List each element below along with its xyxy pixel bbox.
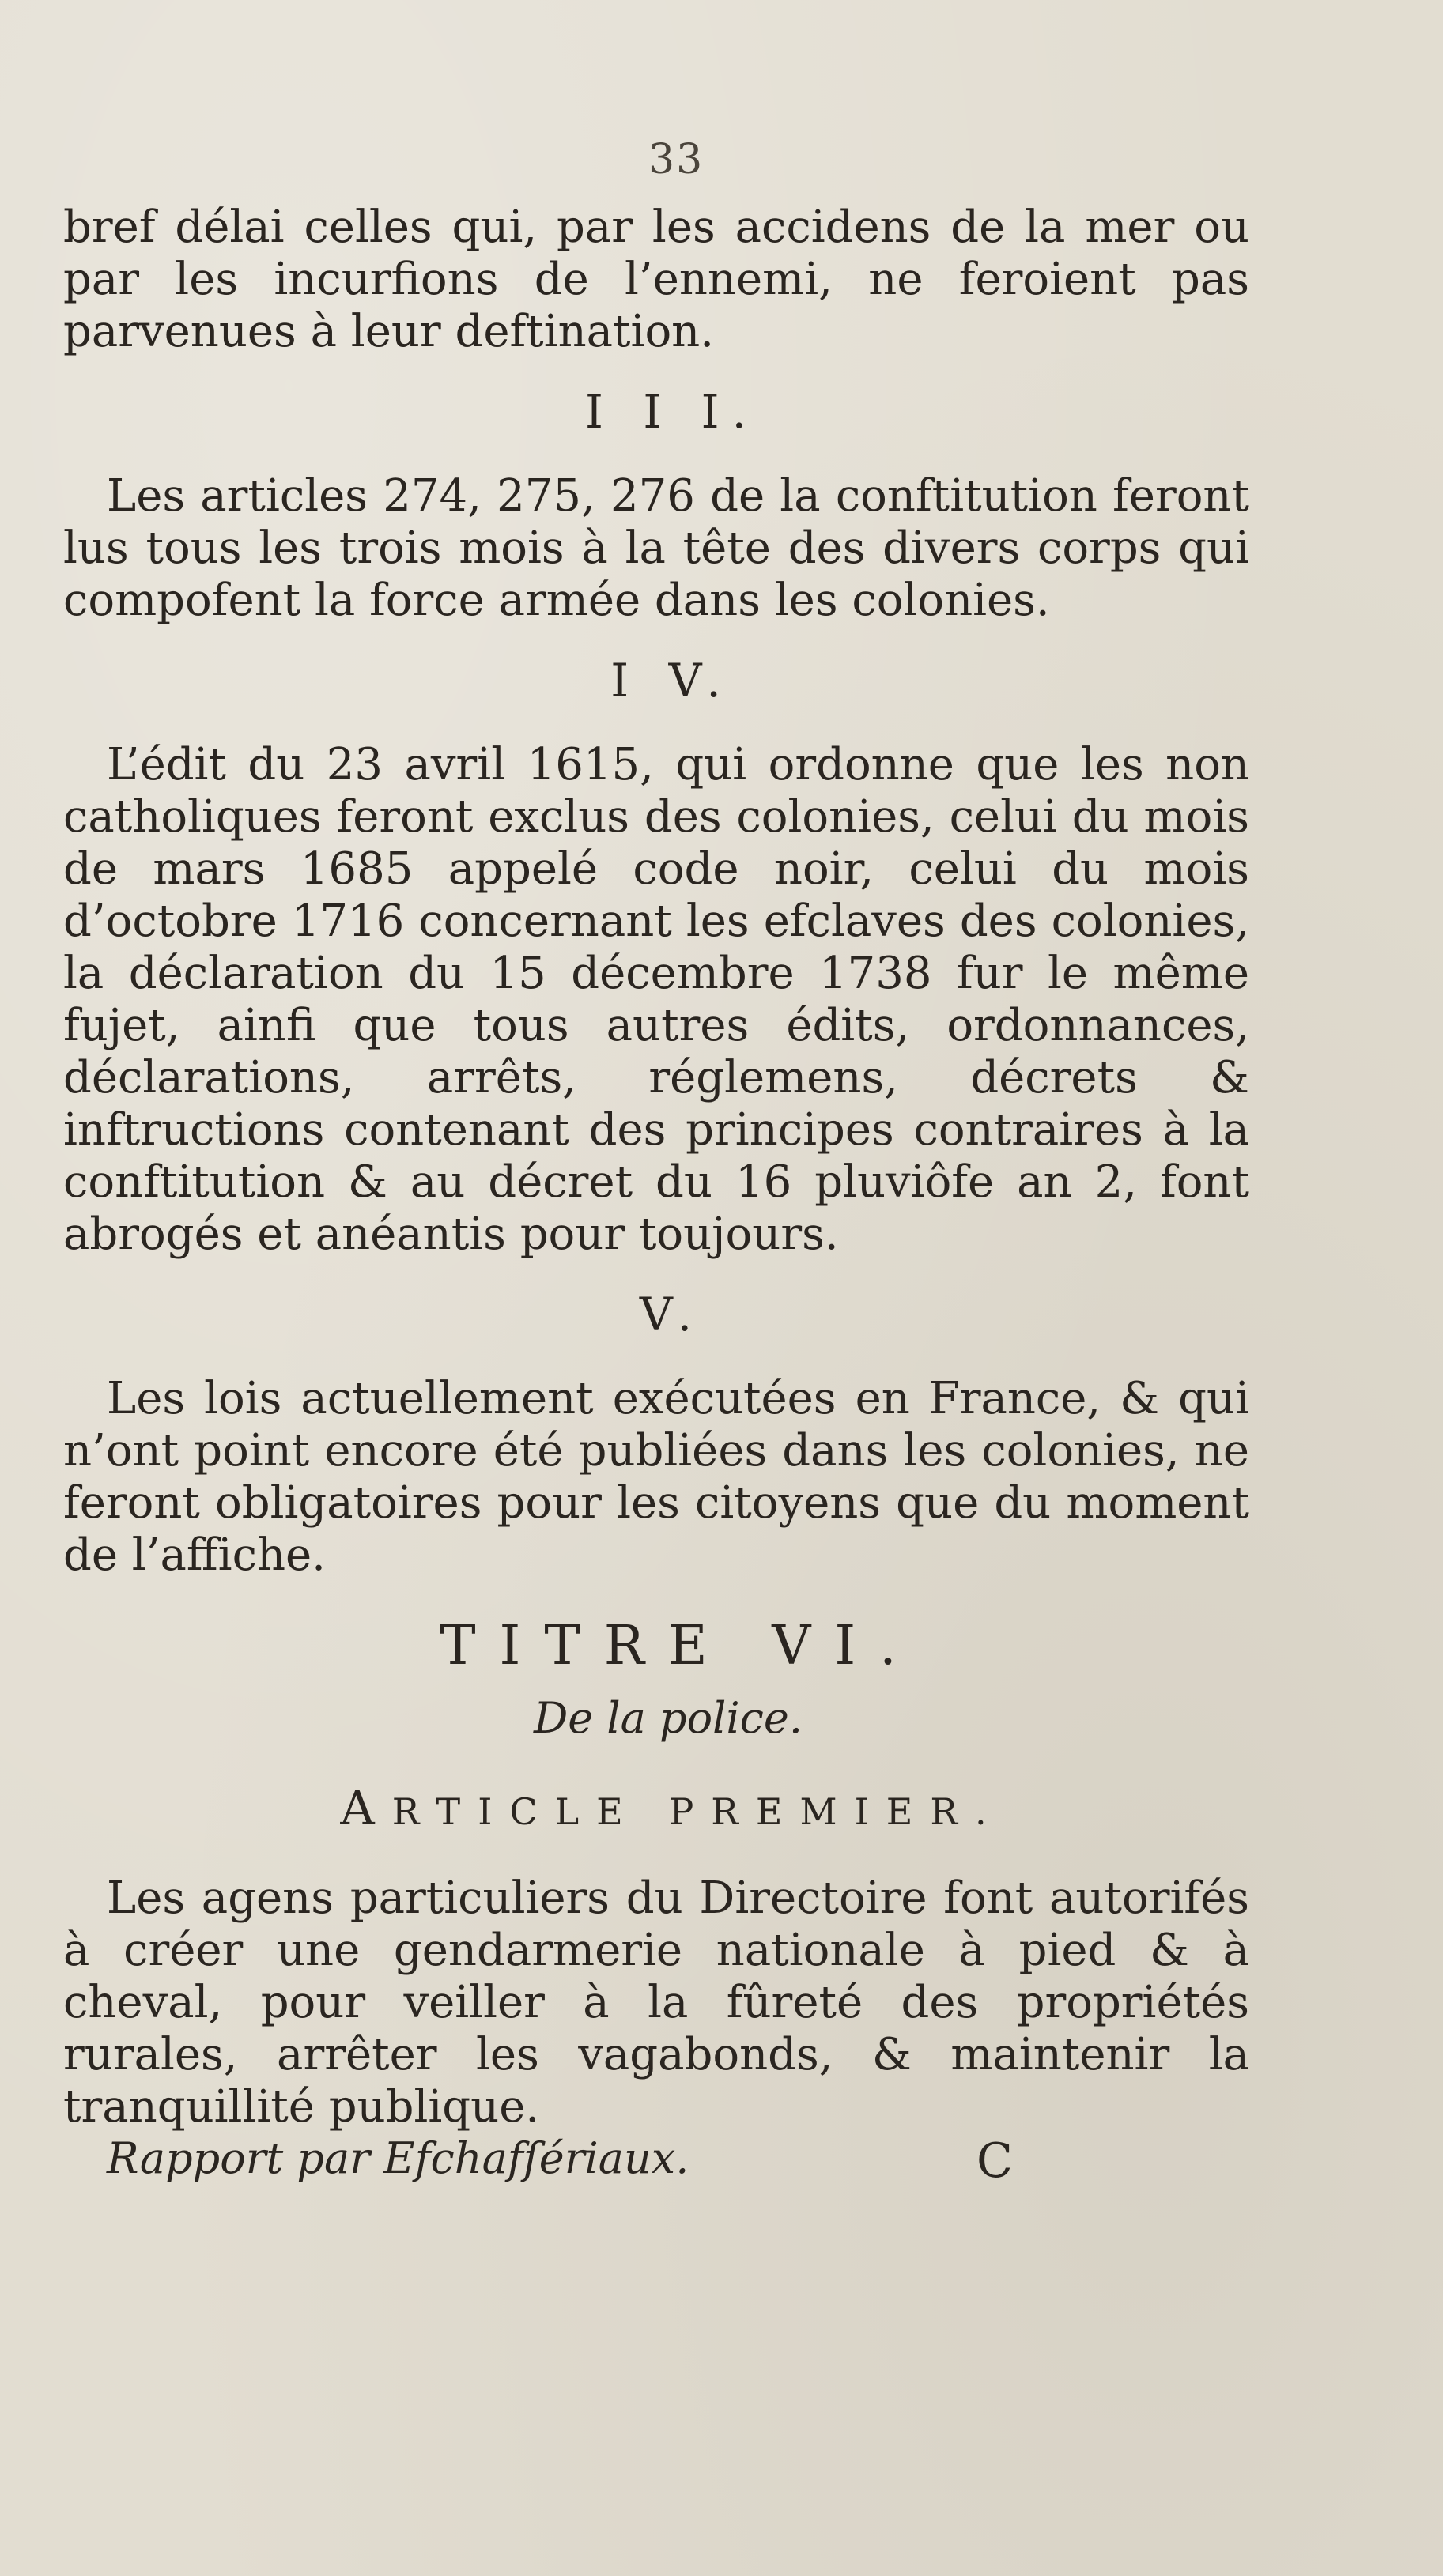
signature-mark: C: [976, 2133, 1013, 2189]
section-heading-iii: I I I.: [584, 385, 760, 439]
article-v-paragraph: Les lois actuellement exécutées en France, & qui n’ont point encore été publiées dans les colonies, ne feront obligatoires pour les citoyens que du moment de l’affiche.: [63, 1373, 1249, 1581]
article-premier-paragraph: Les agens particuliers du Directoire font autorifés à créer une gendarmerie nationale à pied & à cheval, pour veiller à la fûreté des propriétés rurales, arrêter les vagabonds, & maintenir la tranquillité publique.: [63, 1873, 1249, 2133]
article-heading-rest: RTICLE PREMIER.: [391, 1790, 1004, 1833]
article-premier-heading: [63, 1781, 1249, 1836]
section-heading-iv: I V.: [610, 654, 734, 707]
title-heading: TITRE VI.: [440, 1615, 920, 1677]
continuation-paragraph: bref délai celles qui, par les accidens de la mer ou par les incurfions de l’ennemi, ne feroient pas parvenues à leur deftination.: [63, 202, 1249, 357]
article-iv-paragraph: L’édit du 23 avril 1615, qui ordonne que les non catholiques feront exclus des colonies, celui du mois de mars 1685 appelé code noir, celui du mois d’octobre 1716 concernant les efclaves des colonies, la déclaration du 15 décembre 1738 fur le même fujet, ainfi que tous autres édits, ordonnances, déclarations, arrêts, réglemens, décrets & inftructions contenant des principes contraires à la conftitution & au décret du 16 pluviôfe an 2, font abrogés et anéantis pour toujours.: [63, 739, 1249, 1260]
article-heading-initial: A: [340, 1781, 392, 1836]
text-body: [63, 202, 1249, 2189]
page-footer: [63, 2133, 1249, 2189]
title-subtitle: De la police.: [533, 1693, 803, 1743]
footer-signature: Rapport par Efchafſériaux.: [107, 2133, 689, 2183]
page-number: 33: [648, 136, 705, 183]
article-iii-paragraph: Les articles 274, 275, 276 de la conftitution feront lus tous les trois mois à la tête des divers corps qui compofent la force armée dans les colonies.: [63, 470, 1249, 626]
section-heading-v: V.: [639, 1288, 705, 1341]
